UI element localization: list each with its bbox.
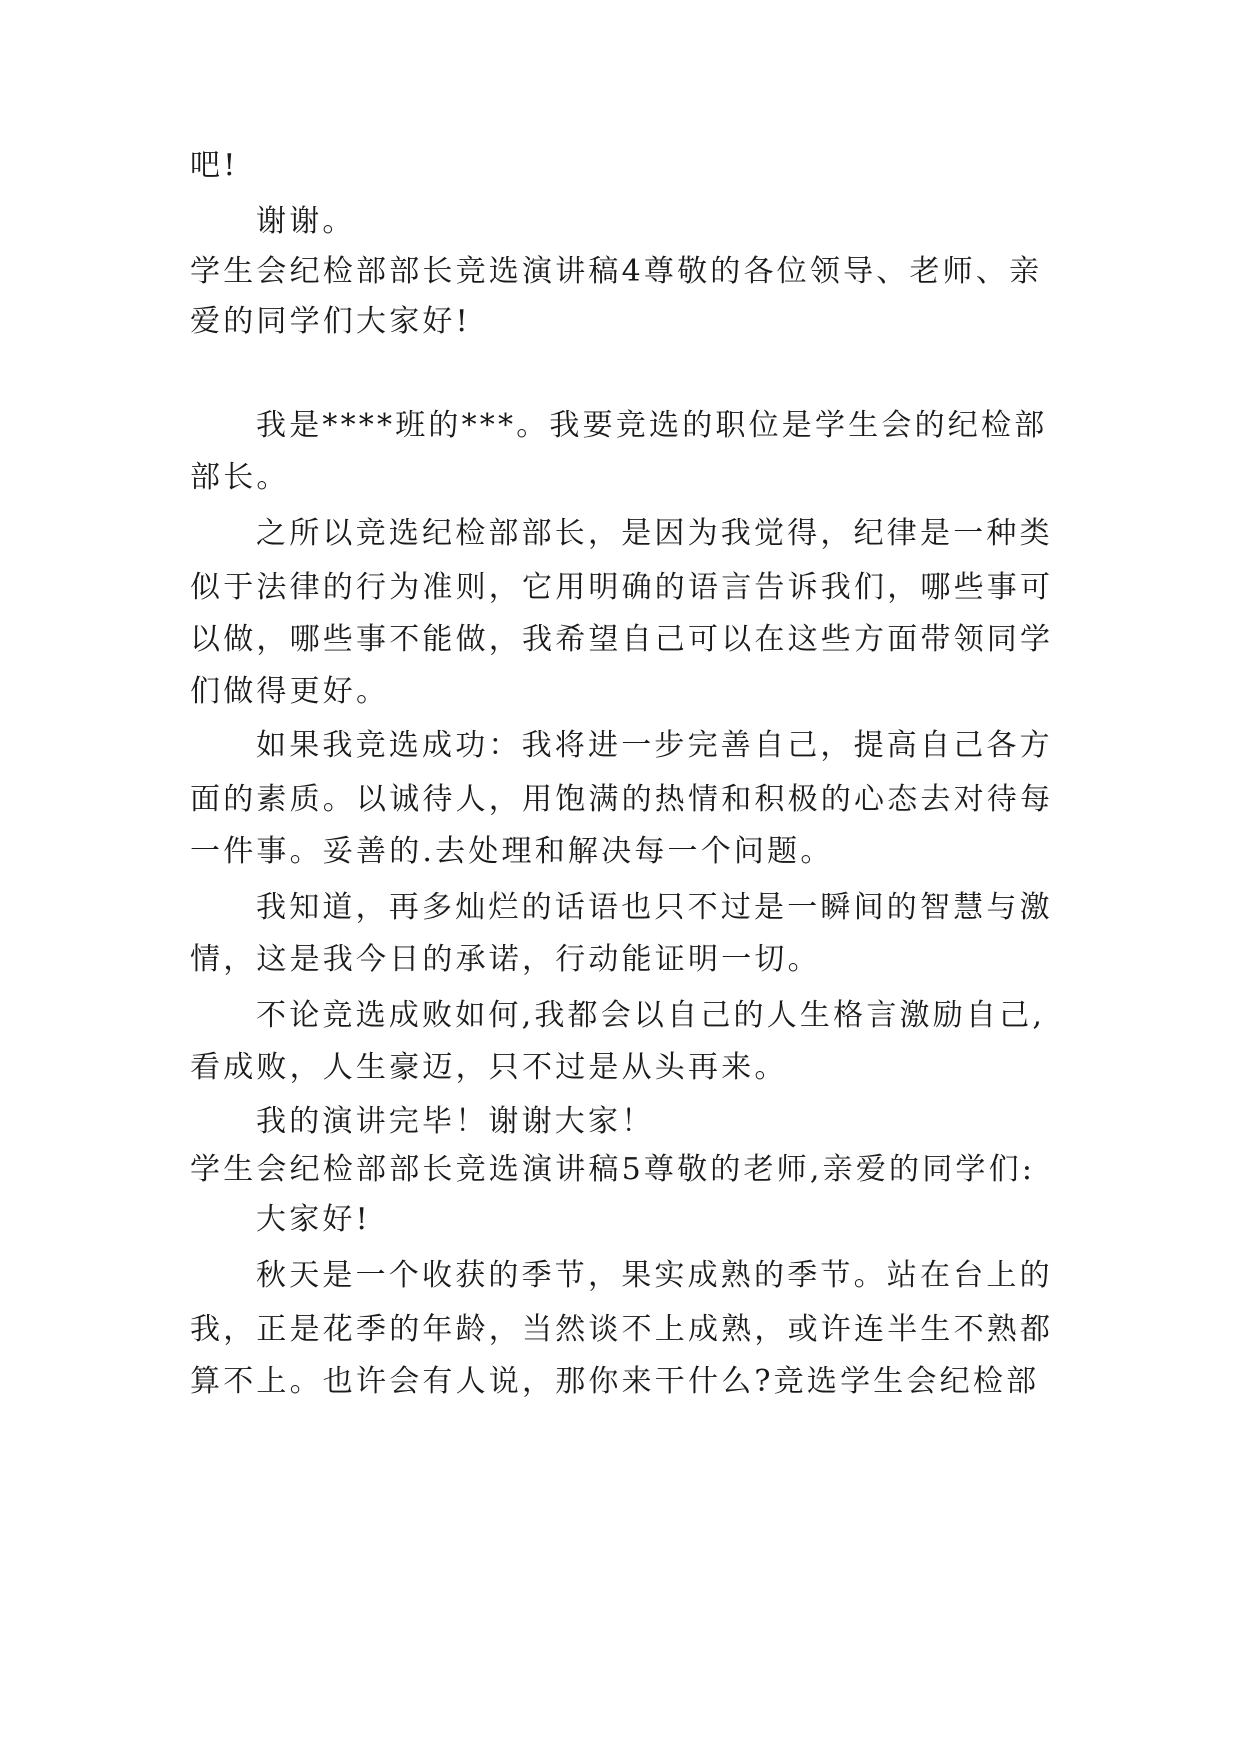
- paragraph-motto-line-2: 看成败，人生豪迈，只不过是从头再来。: [190, 1050, 788, 1085]
- greeting: 大家好!: [256, 1202, 371, 1237]
- paragraph-plan-line-1: 如果我竞选成功：我将进一步完善自己，提高自己各方: [256, 728, 1053, 763]
- paragraph-autumn-line-3: 算不上。也许会有人说，那你来干什么?竞选学生会纪检部: [190, 1364, 1040, 1399]
- speech-4-heading-line-1: 学生会纪检部部长竞选演讲稿4尊敬的各位领导、老师、亲: [190, 254, 1043, 289]
- paragraph-promise-line-2: 情，这是我今日的承诺，行动能证明一切。: [190, 942, 821, 977]
- paragraph-reason-line-2: 似于法律的行为准则，它用明确的语言告诉我们，哪些事可: [190, 570, 1054, 605]
- paragraph-plan-line-2: 面的素质。以诚待人，用饱满的热情和积极的心态去对待每: [190, 782, 1054, 817]
- speech-5-heading: 学生会纪检部部长竞选演讲稿5尊敬的老师,亲爱的同学们:: [190, 1152, 1036, 1187]
- paragraph-reason-line-3: 以做，哪些事不能做，我希望自己可以在这些方面带领同学: [190, 622, 1054, 657]
- paragraph-plan-line-3: 一件事。妥善的.去处理和解决每一个问题。: [190, 834, 834, 869]
- paragraph-autumn-line-1: 秋天是一个收获的季节，果实成熟的季节。站在台上的: [256, 1258, 1053, 1293]
- paragraph-intro-line-2: 部长。: [190, 460, 290, 495]
- closing-remarks: 我的演讲完毕！谢谢大家！: [256, 1104, 655, 1139]
- paragraph-reason-line-4: 们做得更好。: [190, 674, 390, 709]
- paragraph-reason-line-1: 之所以竞选纪检部部长，是因为我觉得，纪律是一种类: [256, 516, 1053, 551]
- paragraph-autumn-line-2: 我，正是花季的年龄，当然谈不上成熟，或许连半生不熟都: [190, 1312, 1054, 1347]
- paragraph-intro-line-1: 我是****班的***。我要竞选的职位是学生会的纪检部: [256, 408, 1048, 443]
- speech-4-heading-line-2: 爱的同学们大家好!: [190, 304, 471, 339]
- paragraph-continuation: 吧!: [190, 148, 239, 183]
- closing-thanks: 谢谢。: [256, 204, 356, 239]
- paragraph-motto-line-1: 不论竞选成败如何,我都会以自己的人生格言激励自己,: [256, 998, 1046, 1033]
- paragraph-promise-line-1: 我知道，再多灿烂的话语也只不过是一瞬间的智慧与激: [256, 890, 1053, 925]
